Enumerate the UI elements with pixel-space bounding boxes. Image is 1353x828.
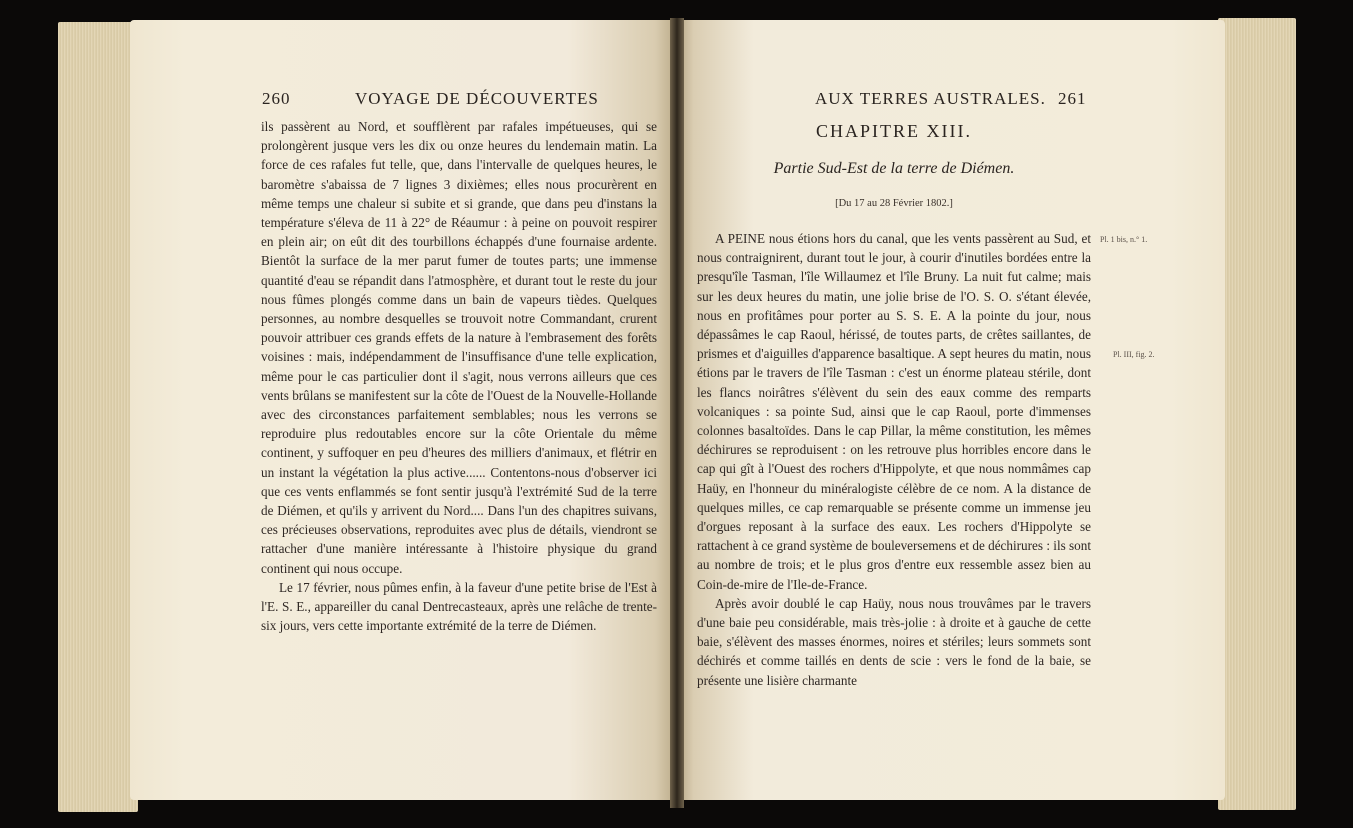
left-paragraph-1: ils passèrent au Nord, et soufflèrent par rafales impétueuses, qui se prolongèrent jusque vers les dix ou onze heures du lendemain matin. La force de ces rafales fut telle, que, dans l'intervalle de quelques heures, le baromètre s'abaissa de 7 lignes 3 dixièmes; elles nous procurèrent en même temps une chaleur si subite et si grande, que dans peu d'instans la température s'éleva de 11 à 22° de Réaumur : à peine on pouvoit respirer en plein air; on eût dit des tourbillons échappés d'une fournaise ardente. Bientôt la surface de la mer parut fumer de toutes parts; une immense quantité d'eau se répandit dans l'atmosphère, et durant tout le reste du jour nous fûmes plongés comme dans un bain de vapeurs tièdes. Quelques personnes, au nombre desquelles se trouvoit notre Commandant, crurent pouvoir attribuer ces grands effets de la nature à l'embrasement des forêts voisines : mais, indépendamment de l'insuffisance d'une telle explication, même pour le cas particulier dont il s'agit, nous verrons ailleurs que ces vents brûlans se manifestent sur la côte de l'Ouest de la Nouvelle-Hollande avec des circonstances parfaitement semblables; nous les verrons se reproduire plus redoutables encore sur la côte Orientale du même continent, y suffoquer en peu d'heures des milliers d'animaux, et flétrir en un instant la végétation la plus active...... Contentons-nous d'observer ici que ces vents enflammés se font sentir jusqu'à l'extrémité Sud de la terre de Diémen, et qu'ils y arrivent du Nord.... Dans l'un des chapitres suivans, ces précieuses observations, reproduites avec plus de détails, viendront se rattacher d'une manière intéressante à l'histoire physique du grand continent qui nous occupe. xyxy=(261,119,657,576)
left-running-head: VOYAGE DE DÉCOUVERTES xyxy=(355,89,599,108)
margin-note-plate-3: Pl. III, fig. 2. xyxy=(1113,350,1155,359)
right-paragraph-1: A PEINE nous étions hors du canal, que les vents passèrent au Sud, et nous contraignirent, durant tout le jour, à courir d'inutiles bordées entre la presqu'île Tasman, l'île Willaumez et l'île Bruny. La nuit fut calme; mais sur les deux heures du matin, une jolie brise de l'O. S. O. s'étant élevée, nous en profitâmes pour porter au S. S. E. A la pointe du jour, nous dépassâmes le cap Raoul, hérissé, de toutes parts, de crêtes saillantes, de prismes et d'aiguilles d'apparence basaltique. A sept heures du matin, nous étions par le travers de l'île Tasman : c'est un énorme plateau stérile, dont les flancs noirâtres s'élèvent du sein des eaux comme des remparts volcaniques : sa pointe Sud, ainsi que le cap Raoul, porte d'immenses colonnes basaltoïdes. Dans le cap Pillar, la même constitution, les mêmes déchirures se reproduisent : on les retrouve plus horribles encore dans le cap qui gît à l'Ouest des rochers d'Hippolyte, et que nous nommâmes cap Haüy, en l'honneur du minéralogiste célèbre de ce nom. A la distance de quelques milles, ce cap remarquable se présente comme un immense jeu d'orgues reposant à la surface des eaux. Les rochers d'Hippolyte se rattachent à ce grand système de bouleversemens et de déchirures : ils sont au nombre de trois; et le plus gros d'entre eux ressemble assez bien au Coin-de-mire de l'Ile-de-France. xyxy=(697,231,1092,592)
right-page-edges xyxy=(1218,18,1296,810)
chapter-title: CHAPITRE XIII. xyxy=(816,121,972,141)
left-paragraph-2: Le 17 février, nous pûmes enfin, à la faveur d'une petite brise de l'Est à l'E. S. E., appareiller du canal Dentrecasteaux, après une relâche de trente-six jours, vers cette importante extrémité de la terre de Diémen. xyxy=(261,579,657,634)
right-paragraph-2: Après avoir doublé le cap Haüy, nous nous trouvâmes par le travers d'une baie peu considérable, mais très-jolie : à droite et à gauche de cette baie, s'élèvent des masses énormes, noires et stériles; leurs sommets sont déchirés et comme taillés en dents de scie : vers le fond de la baie, se présente une lisière charmante xyxy=(697,595,1091,688)
left-page-edges xyxy=(58,22,138,812)
chapter-subtitle: Partie Sud-Est de la terre de Diémen. xyxy=(773,160,1015,177)
chapter-dates: [Du 17 au 28 Février 1802.] xyxy=(835,198,953,209)
book-gutter xyxy=(670,18,684,808)
left-page-body xyxy=(261,117,657,635)
margin-note-plate-1: Pl. 1 bis, n.° 1. xyxy=(1100,235,1148,244)
right-page-number: 261 xyxy=(1058,89,1087,108)
right-page-body xyxy=(697,229,1091,690)
left-page-number: 260 xyxy=(262,89,291,108)
right-running-head: AUX TERRES AUSTRALES. xyxy=(815,89,1046,108)
